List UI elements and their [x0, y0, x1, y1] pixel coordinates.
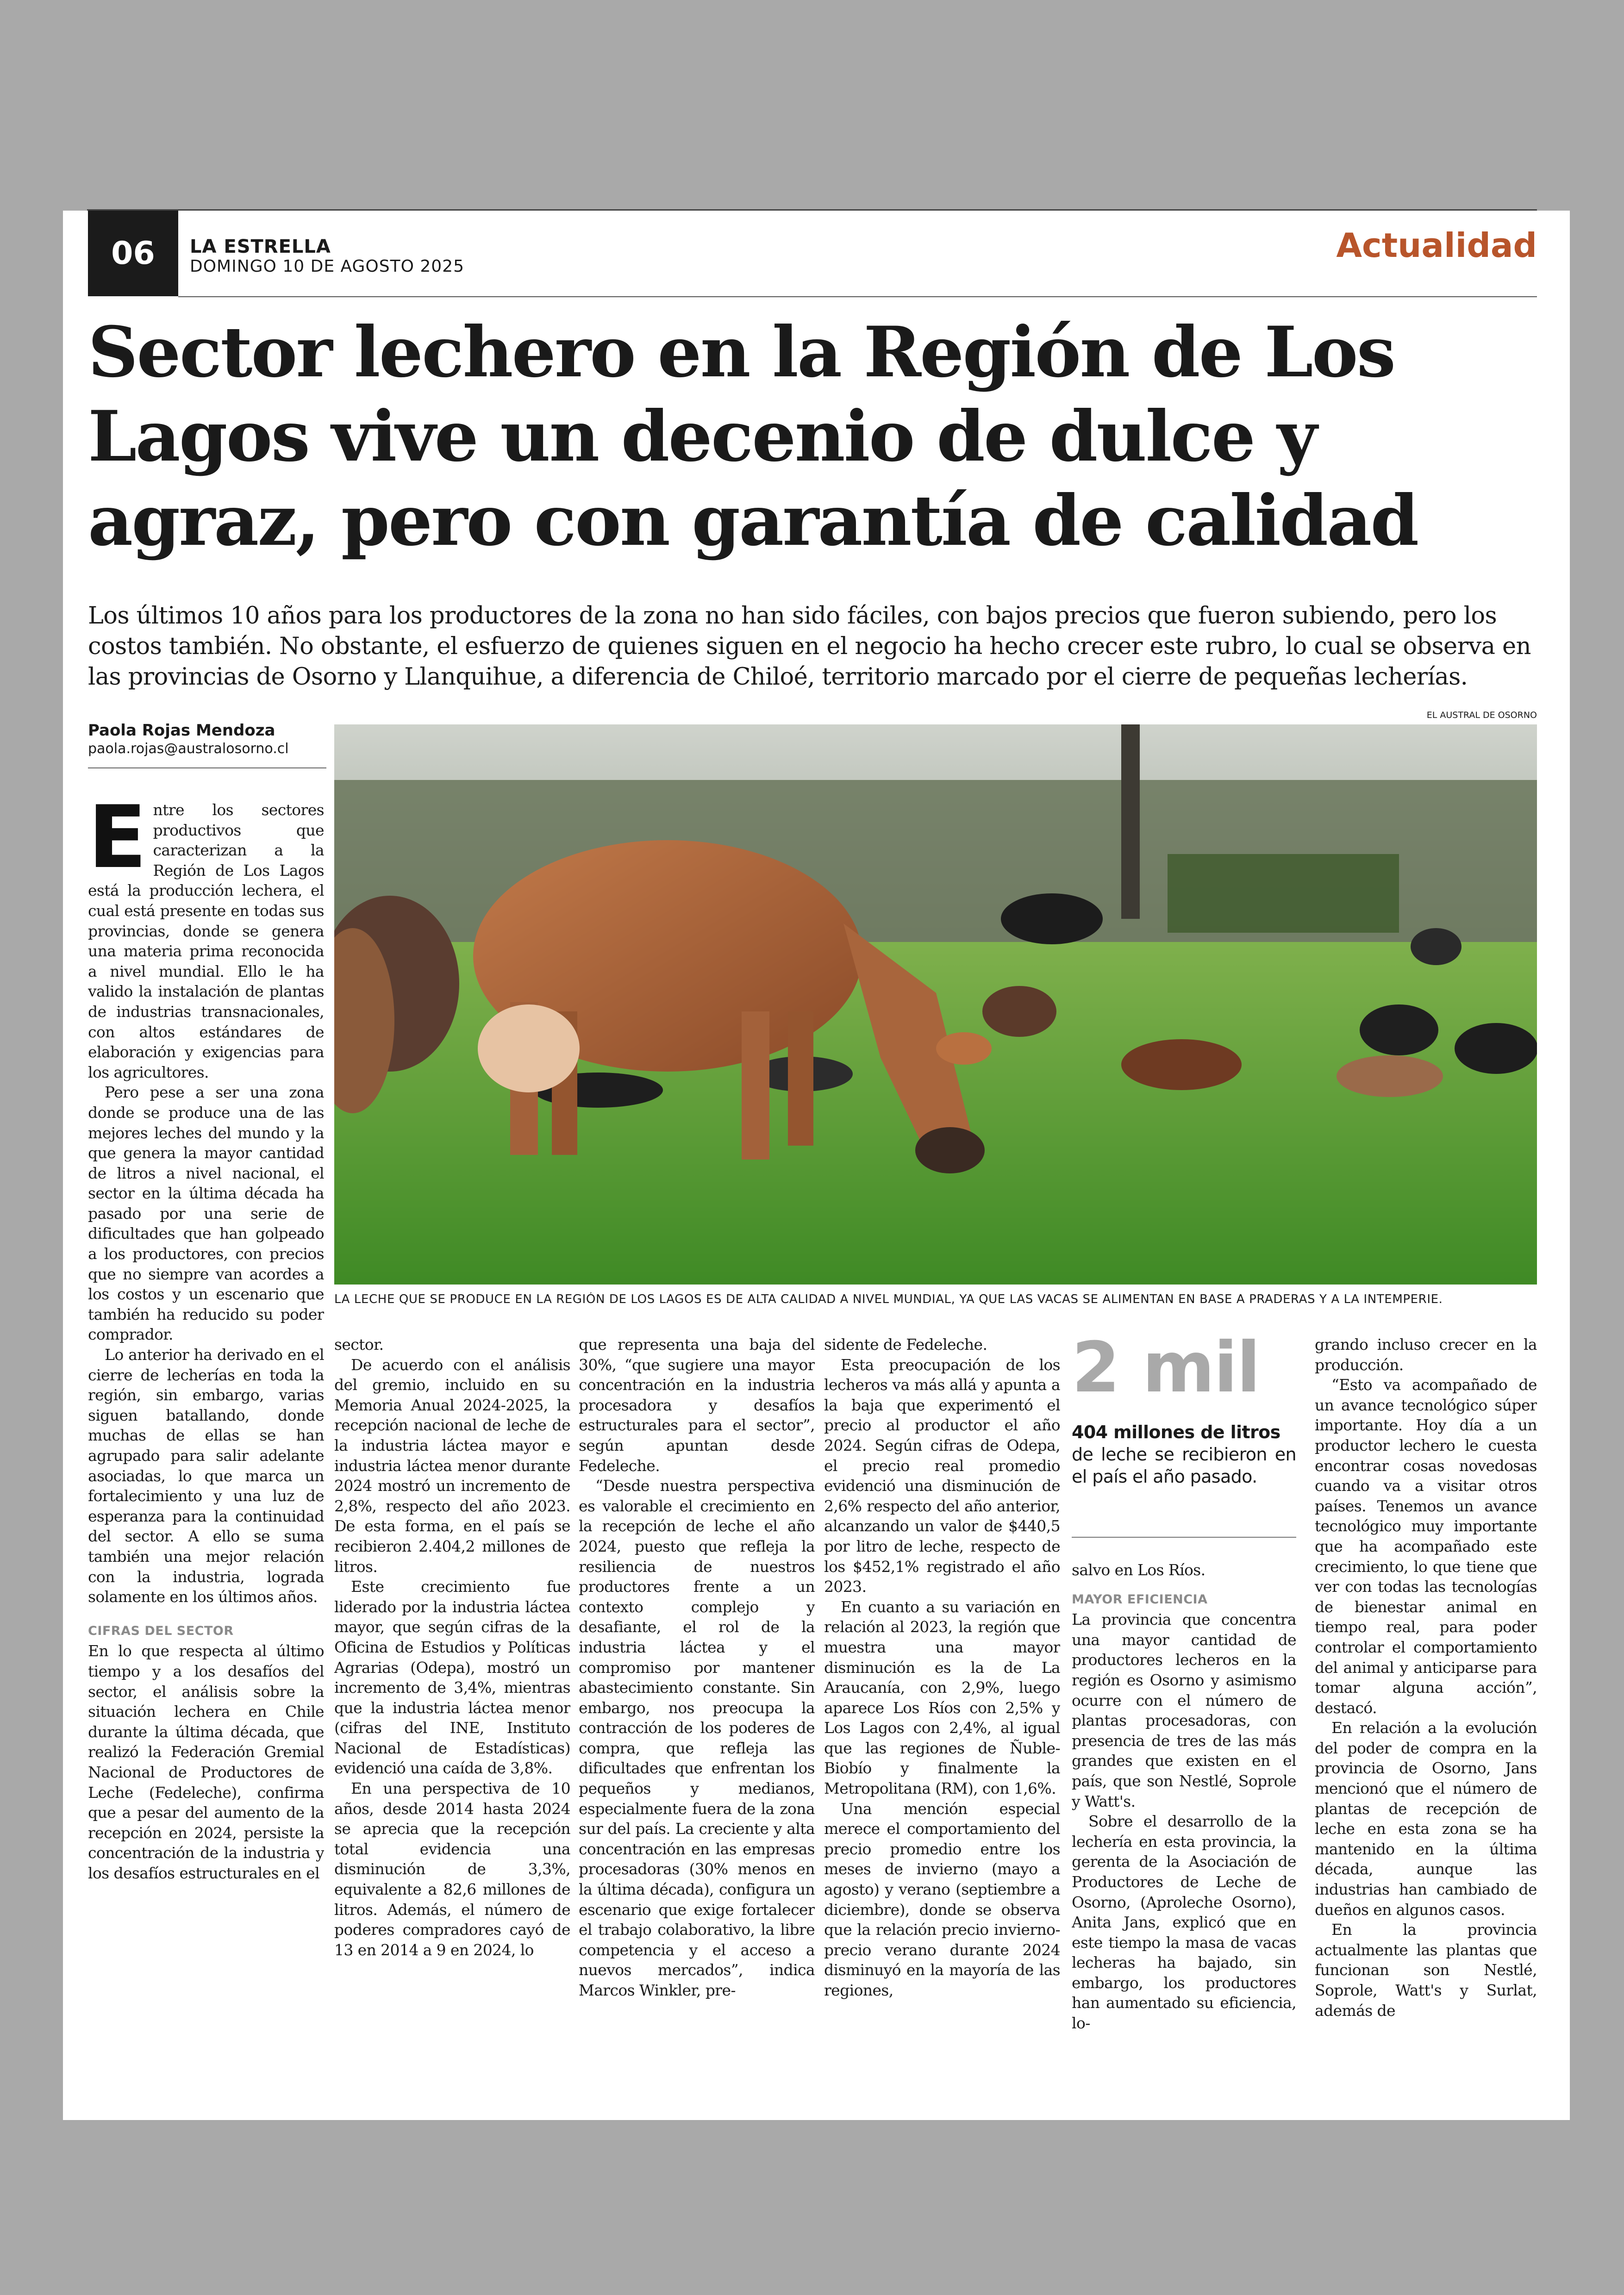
- body-paragraph: Entre los sectores productivos que caracterizan a la Región de Los Lagos está la producción lechera, el cual está presente en todas sus provincias, donde se genera una materia prima reconocida a nivel mundial. Ello le ha valido la instalación de plantas de industrias transnacionales, con altos estándares de elaboración y exigencias para los agricultores.: [88, 800, 324, 1081]
- body-paragraph: Lo anterior ha derivado en el cierre de lecherías en toda la región, sin embargo, varias siguen batallando, donde muchas de ellas se han agrupado para salir adelante asociadas, lo que marca un fortalecimiento y una luz de esperanza para la continuidad del sector. A ello se suma también una mejor relación con la industria, lograda solamente en los últimos años.: [88, 1346, 324, 1606]
- stat-number: 2 mil: [1072, 1328, 1260, 1408]
- stat-rule: [1072, 1537, 1296, 1538]
- drop-cap: E: [88, 800, 147, 887]
- body-paragraph: En lo que respecta al último tiempo y a los desafíos del sector, el análisis sobre la situación lechera en Chile durante la última década, que realizó la Federación Gremial Nacional de Productores de Leche (Fedeleche), confirma que a pesar del aumento de la recepción en 2024, persiste la concentración de la industria y los desafíos estructurales en el: [88, 1642, 324, 1882]
- body-paragraph: La provincia que concentra una mayor cantidad de productores lecheros en la región es Osorno y asimismo ocurre con el número de plantas procesadoras, con presencia de tres de las más grandes que existen en el país, que son Nestlé, Soprole y Watt's.: [1072, 1610, 1296, 1810]
- publication-name: LA ESTRELLA: [190, 236, 331, 257]
- body-column-6: [1315, 1335, 1537, 2080]
- body-paragraph: En la provincia actualmente las plantas que funcionan son Nestlé, Soprole, Watt's y Surlat, además de: [1315, 1921, 1537, 2020]
- subhead-cifras: CIFRAS DEL SECTOR: [88, 1623, 234, 1638]
- body-paragraph: sector.: [334, 1335, 384, 1353]
- publication-date: DOMINGO 10 DE AGOSTO 2025: [190, 257, 464, 276]
- body-column-5: [1072, 1560, 1296, 2078]
- body-paragraph: sidente de Fedeleche.: [824, 1335, 987, 1353]
- header-top-rule: [87, 209, 1537, 211]
- page-number: 06: [88, 211, 178, 296]
- subhead-eficiencia: MAYOR EFICIENCIA: [1072, 1592, 1208, 1607]
- body-column-4: [824, 1335, 1060, 2080]
- body-paragraph: En relación a la evolución del poder de compra en la provincia de Osorno, Jans mencionó que el número de plantas de recepción de leche en esta zona se ha mantenido en la última década, aunque las industrias han cambiado de dueños en algunos casos.: [1315, 1719, 1537, 1919]
- stat-description: de leche se recibieron en el país el año pasado.: [1072, 1444, 1296, 1487]
- body-paragraph: Pero pese a ser una zona donde se produce una de las mejores leches del mundo y la que genera la mayor cantidad de litros a nivel nacional, el sector en la última década ha pasado por una serie de dificultades que han golpeado a los productores, con precios que no siempre van acordes a los costos y un escenario que también ha reducido su poder comprador.: [88, 1083, 324, 1344]
- author-rule: [88, 767, 326, 768]
- body-paragraph: grando incluso crecer en la producción.: [1315, 1335, 1537, 1374]
- body-paragraph: “Esto va acompañado de un avance tecnológico súper importante. Hoy día a un productor lechero le cuesta encontrar cosas novedosas cuando va a visitar otros países. Tenemos un avance tecnológico muy importante que ha acompañado este crecimiento, lo que tiene que ver con todas las tecnologías de bienestar animal en tiempo real, para poder controlar el comportamiento del animal y anticiparse para tomar alguna acción”, destacó.: [1315, 1376, 1537, 1717]
- body-paragraph: Una mención especial merece el comportamiento del precio promedio entre los meses de invierno (mayo a agosto) y verano (septiembre a diciembre), donde se observa que la relación precio invierno-precio verano durante 2024 disminuyó en la mayoría de las regiones,: [824, 1799, 1060, 1999]
- article-deck: Los últimos 10 años para los productores de la zona no han sido fáciles, con bajos precios que fueron subiendo, pero los costos también. No obstante, el esfuerzo de quienes siguen en el negocio ha hecho crecer este rubro, lo cual se observa en las provincias de Osorno y Llanquihue, a diferencia de Chiloé, territorio marcado por el cierre de pequeñas lecherías.: [88, 602, 1531, 691]
- body-column-1: [88, 800, 324, 2114]
- article-photo: [334, 724, 1537, 1285]
- photo-caption: LA LECHE QUE SE PRODUCE EN LA REGIÓN DE LOS LAGOS ES DE ALTA CALIDAD A NIVEL MUNDIAL, YA QUE LAS VACAS SE ALIMENTAN EN BASE A PRADERAS Y A LA INTEMPERIE.: [334, 1292, 1443, 1306]
- body-paragraph: En una perspectiva de 10 años, desde 2014 hasta 2024 se aprecia que la recepción total evidencia una disminución de 3,3%, equivalente a 82,6 millones de litros. Además, el número de poderes compradores cayó de 13 en 2014 a 9 en 2024, lo: [334, 1779, 570, 1959]
- body-column-3: [579, 1335, 815, 2080]
- section-label: Actualidad: [1336, 226, 1537, 265]
- header-bottom-rule: [178, 296, 1537, 297]
- body-paragraph: Esta preocupación de los lecheros va más allá y apunta a la baja que experimentó el precio al productor el año 2024. Según cifras de Odepa, el precio real promedio evidenció una disminución de 2,6% respecto del año anterior, alcanzando un valor de $440,5 por litro de leche, respecto de los $452,1% registrado el año 2023.: [824, 1355, 1060, 1596]
- body-paragraph: salvo en Los Ríos.: [1072, 1561, 1206, 1579]
- cow-pasture-illustration: [334, 724, 1537, 1285]
- body-paragraph: “Desde nuestra perspectiva es valorable el crecimiento en la recepción de leche el año 2024, puesto que refleja la resiliencia de nuestros productores frente a un contexto complejo y desafiante, el rol de la industria láctea y el compromiso por mantener abastecimiento constante. Sin embargo, nos preocupa la contracción de los poderes de compra, que refleja las dificultades que enfrentan los pequeños y medianos, especialmente fuera de la zona sur del país. La creciente y alta concentración en las empresas procesadoras (30% menos en la última década), configura un escenario que exige fortalecer el trabajo colaborativo, la libre competencia y el acceso a nuevos mercados”, indica Marcos Winkler, pre-: [579, 1477, 815, 1999]
- body-paragraph: En cuanto a su variación en relación al 2023, la región que muestra una mayor disminución es la de La Araucanía, con 2,9%, luego aparece Los Ríos con 2,5% y Los Lagos con 2,4%, al igual que las regiones de Ñuble-Biobío y finalmente la Metropolitana (RM), con 1,6%.: [824, 1597, 1060, 1798]
- photo-credit: EL AUSTRAL DE OSORNO: [1426, 710, 1537, 720]
- body-paragraph: que representa una baja del 30%, “que sugiere una mayor concentración en la industria procesadora y desafíos estructurales para el sector”, según apuntan desde Fedeleche.: [579, 1335, 815, 1475]
- stat-box: [1072, 1328, 1296, 1488]
- article-headline: Sector lechero en la Región de Los Lagos vive un decenio de dulce y agraz, pero con garantía de calidad: [88, 312, 1418, 561]
- stat-bold-text: 404 millones de litros: [1072, 1422, 1280, 1442]
- author-name: Paola Rojas Mendoza: [88, 721, 275, 740]
- body-column-2: [334, 1335, 570, 2080]
- author-email: paola.rojas@australosorno.cl: [88, 741, 289, 757]
- body-paragraph: De acuerdo con el análisis del gremio, incluido en su Memoria Anual 2024-2025, la recepción nacional de leche de la industria láctea mayor e industria láctea menor durante 2024 mostró un incremento de 2,8%, respecto del año 2023. De esta forma, en el país se recibieron 2.404,2 millones de litros.: [334, 1355, 570, 1576]
- body-paragraph: Sobre el desarrollo de la lechería en esta provincia, la gerenta de la Asociación de Productores de Leche de Osorno, (Aproleche Osorno), Anita Jans, explicó que en este tiempo la masa de vacas lecheras ha bajado, sin embargo, los productores han aumentado su eficiencia, lo-: [1072, 1812, 1296, 2033]
- body-paragraph: Este crecimiento fue liderado por la industria láctea mayor, que según cifras de la Oficina de Estudios y Políticas Agrarias (Odepa), mostró un incremento de 3,4%, mientras que la industria láctea menor (cifras del INE, Instituto Nacional de Estadísticas) evidenció una caída de 3,8%.: [334, 1578, 570, 1777]
